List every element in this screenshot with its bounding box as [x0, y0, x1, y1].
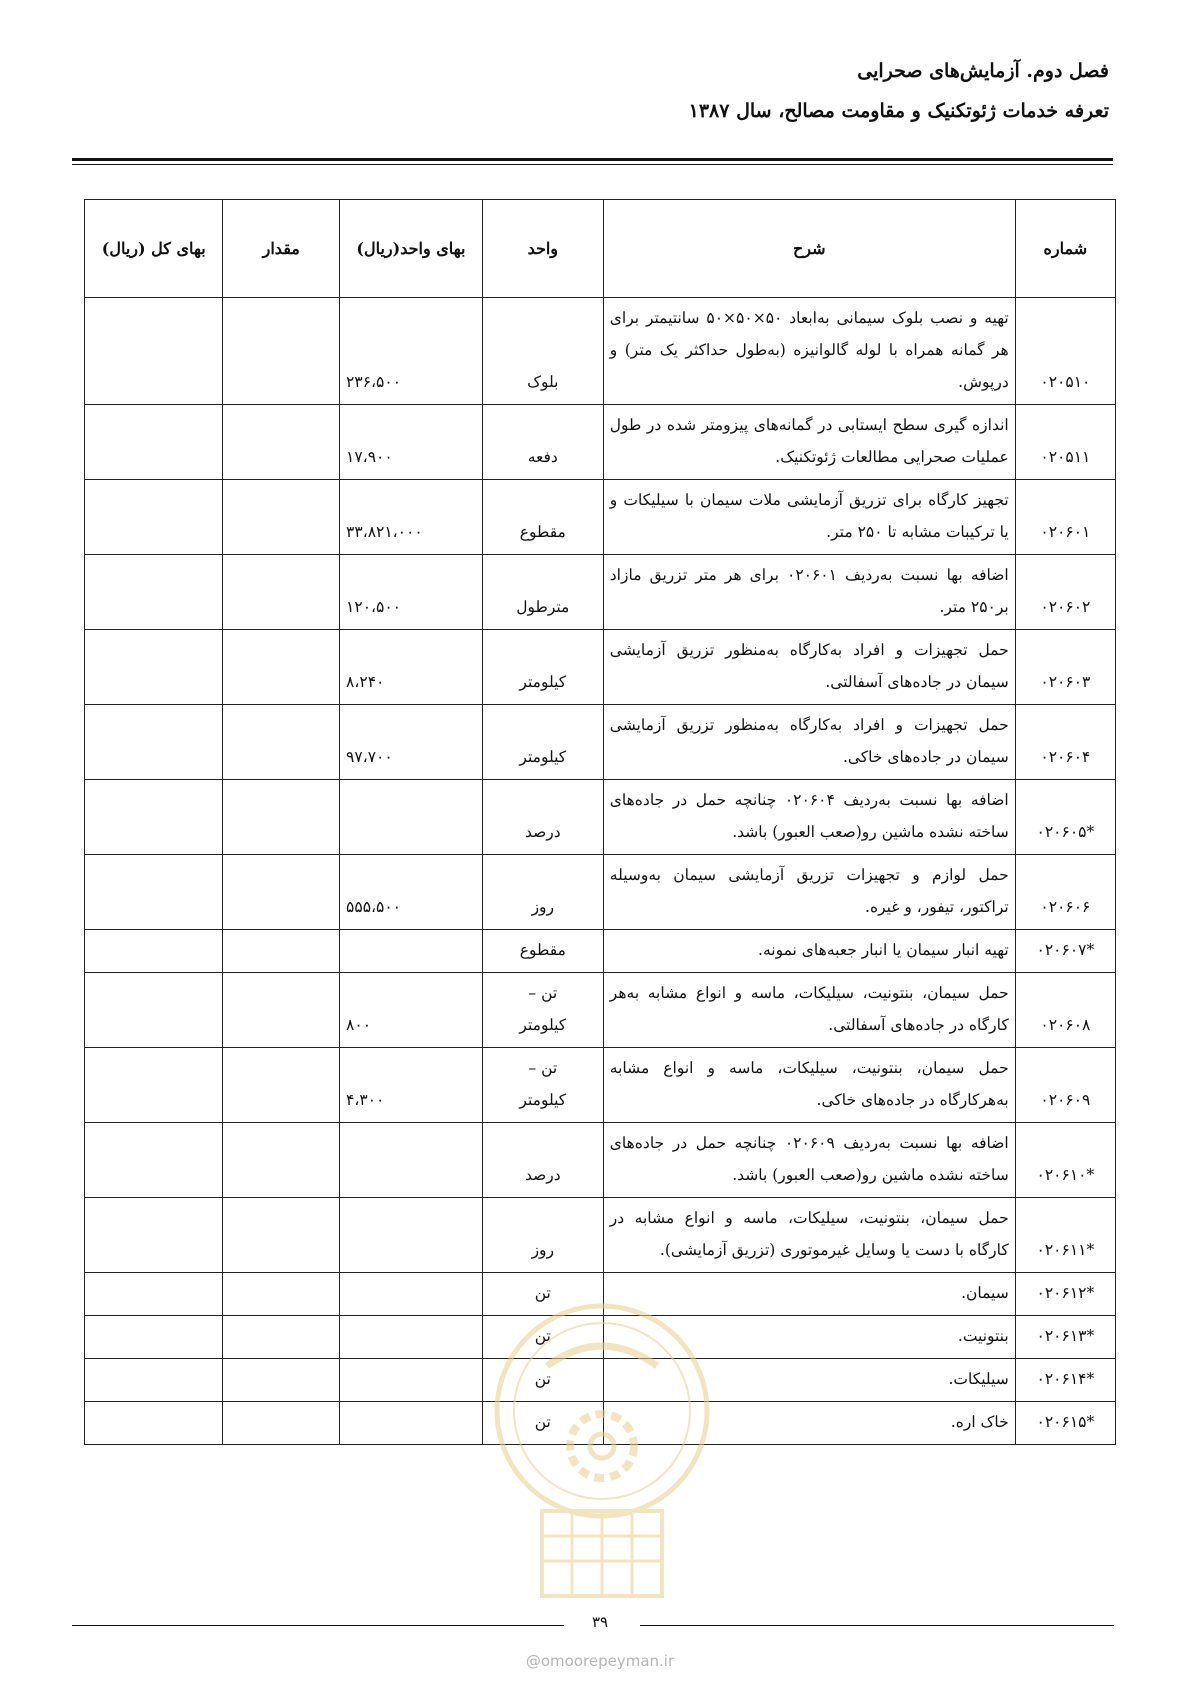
row-quantity [223, 1123, 340, 1198]
chapter-title: فصل دوم. آزمایش‌های صحرایی [857, 60, 1109, 82]
row-unit: روز [482, 855, 603, 930]
table-header-row [85, 200, 1116, 298]
column-header-quantity: مقدار [223, 200, 340, 298]
row-unit: درصد [482, 1123, 603, 1198]
column-header-description: شرح [603, 200, 1015, 298]
row-description: تجهیز کارگاه برای تزریق آزمایشی ملات سیمان با سیلیکات و یا ترکیبات مشابه تا ۲۵۰ متر. [603, 480, 1015, 555]
row-total-price [85, 480, 223, 555]
row-unit-price [340, 1123, 483, 1198]
row-unit: تن [482, 1316, 603, 1359]
row-description: سیمان. [603, 1273, 1015, 1316]
row-unit-top: تن – [528, 984, 558, 1002]
table-row [85, 780, 1116, 855]
row-quantity [223, 973, 340, 1048]
row-number: ۰۲۰۵۱۱ [1015, 405, 1115, 480]
header-rule-thick [72, 158, 1113, 161]
row-number: *۰۲۰۶۱۱ [1015, 1198, 1115, 1273]
table-row [85, 973, 1116, 1048]
row-number: *۰۲۰۶۰۵ [1015, 780, 1115, 855]
row-unit: تن [482, 1359, 603, 1402]
table-row [85, 855, 1116, 930]
row-description: حمل سیمان، بنتونیت، سیلیکات، ماسه و انواع مشابه به‌هر کارگاه در جاده‌های آسفالتی. [603, 973, 1015, 1048]
website-watermark-text: @omoorepeyman.ir [525, 1652, 675, 1670]
row-description: حمل تجهیزات و افراد به‌کارگاه به‌منظور تزریق آزمایشی سیمان در جاده‌های آسفالتی. [603, 630, 1015, 705]
table-row [85, 1048, 1116, 1123]
row-number: *۰۲۰۶۱۴ [1015, 1359, 1115, 1402]
row-total-price [85, 1402, 223, 1445]
column-header-total-price: بهای کل (ریال) [85, 200, 223, 298]
row-quantity [223, 1402, 340, 1445]
row-unit: دفعه [482, 405, 603, 480]
row-description: تهیه و نصب بلوک سیمانی به‌ابعاد ۵۰×۵۰×۵۰ سانتیمتر برای هر گمانه همراه با لوله گالوانیزه (به‌طول حداکثر یک متر) و درپوش. [603, 298, 1015, 405]
row-unit-price: ۳۳،۸۲۱،۰۰۰ [340, 480, 483, 555]
row-unit-bottom: کیلومتر [519, 1091, 567, 1109]
row-total-price [85, 1048, 223, 1123]
row-description: حمل تجهیزات و افراد به‌کارگاه به‌منظور تزریق آزمایشی سیمان در جاده‌های خاکی. [603, 705, 1015, 780]
row-number: ۰۲۰۵۱۰ [1015, 298, 1115, 405]
row-quantity [223, 930, 340, 973]
row-unit-price: ۸۰۰ [340, 973, 483, 1048]
row-number: ۰۲۰۶۰۸ [1015, 973, 1115, 1048]
row-number: *۰۲۰۶۱۳ [1015, 1316, 1115, 1359]
row-unit: درصد [482, 780, 603, 855]
row-description: سیلیکات. [603, 1359, 1015, 1402]
row-unit-price: ۱۷،۹۰۰ [340, 405, 483, 480]
table-row [85, 705, 1116, 780]
row-unit: کیلومتر [482, 705, 603, 780]
row-unit-price: ۱۲۰،۵۰۰ [340, 555, 483, 630]
row-number: *۰۲۰۶۱۵ [1015, 1402, 1115, 1445]
row-total-price [85, 555, 223, 630]
row-unit-price [340, 1273, 483, 1316]
row-quantity [223, 855, 340, 930]
row-unit-price [340, 1198, 483, 1273]
row-quantity [223, 405, 340, 480]
row-quantity [223, 630, 340, 705]
row-total-price [85, 1316, 223, 1359]
row-total-price [85, 1123, 223, 1198]
row-quantity [223, 480, 340, 555]
document-subtitle: تعرفه خدمات ژئوتکنیک و مقاومت مصالح، سال ۱۳۸۷ [688, 100, 1109, 122]
row-description: اضافه بها نسبت به‌ردیف ۰۲۰۶۰۹ چنانچه حمل در جاده‌های ساخته نشده ماشین رو(صعب العبور) باشد. [603, 1123, 1015, 1198]
row-total-price [85, 1198, 223, 1273]
row-number: ۰۲۰۶۰۶ [1015, 855, 1115, 930]
row-quantity [223, 1316, 340, 1359]
row-unit: کیلومتر [482, 630, 603, 705]
table-row [85, 480, 1116, 555]
row-quantity [223, 298, 340, 405]
row-number: ۰۲۰۶۰۳ [1015, 630, 1115, 705]
row-unit-top: تن – [528, 1059, 558, 1077]
row-unit: روز [482, 1198, 603, 1273]
row-quantity [223, 780, 340, 855]
table-row [85, 1402, 1116, 1445]
row-description: حمل سیمان، بنتونیت، سیلیکات، ماسه و انواع مشابه به‌هرکارگاه در جاده‌های خاکی. [603, 1048, 1015, 1123]
row-unit-price [340, 1359, 483, 1402]
row-unit: مترطول [482, 555, 603, 630]
row-unit-price: ۹۷،۷۰۰ [340, 705, 483, 780]
row-number: *۰۲۰۶۱۲ [1015, 1273, 1115, 1316]
row-total-price [85, 780, 223, 855]
footer-rule-right [640, 1625, 1114, 1626]
row-number: *۰۲۰۶۰۷ [1015, 930, 1115, 973]
row-total-price [85, 855, 223, 930]
row-description: اضافه بها نسبت به‌ردیف ۰۲۰۶۰۴ چنانچه حمل در جاده‌های ساخته نشده ماشین رو(صعب العبور) باشد. [603, 780, 1015, 855]
row-unit: تن [482, 1402, 603, 1445]
column-header-number: شماره [1015, 200, 1115, 298]
row-unit-bottom: کیلومتر [519, 1016, 567, 1034]
row-unit-price: ۵۵۵،۵۰۰ [340, 855, 483, 930]
row-description: تهیه انبار سیمان یا انبار جعبه‌های نمونه. [603, 930, 1015, 973]
table-body [85, 298, 1116, 1445]
row-number: ۰۲۰۶۰۱ [1015, 480, 1115, 555]
row-quantity [223, 555, 340, 630]
row-unit-price [340, 930, 483, 973]
row-quantity [223, 1048, 340, 1123]
column-header-unit-price: بهای واحد(ریال) [340, 200, 483, 298]
row-total-price [85, 298, 223, 405]
row-unit-price [340, 780, 483, 855]
page-header [689, 60, 1109, 122]
row-total-price [85, 630, 223, 705]
row-unit [482, 1048, 603, 1123]
header-rule-thin [72, 164, 1113, 165]
row-unit-price: ۲۳۶،۵۰۰ [340, 298, 483, 405]
row-unit-price [340, 1316, 483, 1359]
row-total-price [85, 930, 223, 973]
row-total-price [85, 1273, 223, 1316]
row-number: ۰۲۰۶۰۹ [1015, 1048, 1115, 1123]
row-unit-price [340, 1402, 483, 1445]
table-row [85, 1316, 1116, 1359]
page-number: ۳۹ [591, 1613, 609, 1631]
row-number: ۰۲۰۶۰۴ [1015, 705, 1115, 780]
row-description: بنتونیت. [603, 1316, 1015, 1359]
row-unit: تن [482, 1273, 603, 1316]
tariff-table [84, 199, 1116, 1445]
row-description: اضافه بها نسبت به‌ردیف ۰۲۰۶۰۱ برای هر متر تزریق مازاد بر۲۵۰ متر. [603, 555, 1015, 630]
row-quantity [223, 1273, 340, 1316]
row-unit: مقطوع [482, 480, 603, 555]
row-total-price [85, 705, 223, 780]
row-description: خاک اره. [603, 1402, 1015, 1445]
table-row [85, 1123, 1116, 1198]
row-unit-price: ۴،۳۰۰ [340, 1048, 483, 1123]
row-quantity [223, 1359, 340, 1402]
row-description: حمل سیمان، بنتونیت، سیلیکات، ماسه و انواع مشابه در کارگاه با دست یا وسایل غیرموتوری (تزریق آزمایشی). [603, 1198, 1015, 1273]
table-row [85, 1359, 1116, 1402]
table-row [85, 1273, 1116, 1316]
row-unit [482, 973, 603, 1048]
row-unit-price: ۸،۲۴۰ [340, 630, 483, 705]
row-description: اندازه گیری سطح ایستابی در گمانه‌های پیزومتر شده در طول عملیات صحرایی مطالعات ژئوتکنیک. [603, 405, 1015, 480]
table-row [85, 630, 1116, 705]
row-total-price [85, 1359, 223, 1402]
row-total-price [85, 405, 223, 480]
row-quantity [223, 705, 340, 780]
row-number: ۰۲۰۶۰۲ [1015, 555, 1115, 630]
row-total-price [85, 973, 223, 1048]
table-row [85, 555, 1116, 630]
footer-rule-left [72, 1625, 564, 1626]
row-description: حمل لوازم و تجهیزات تزریق آزمایشی سیمان به‌وسیله تراکتور، تیفور، و غیره. [603, 855, 1015, 930]
table-row [85, 298, 1116, 405]
column-header-unit: واحد [482, 200, 603, 298]
row-unit: بلوک [482, 298, 603, 405]
row-quantity [223, 1198, 340, 1273]
row-number: *۰۲۰۶۱۰ [1015, 1123, 1115, 1198]
table-row [85, 1198, 1116, 1273]
table-row [85, 930, 1116, 973]
table-row [85, 405, 1116, 480]
row-unit: مقطوع [482, 930, 603, 973]
